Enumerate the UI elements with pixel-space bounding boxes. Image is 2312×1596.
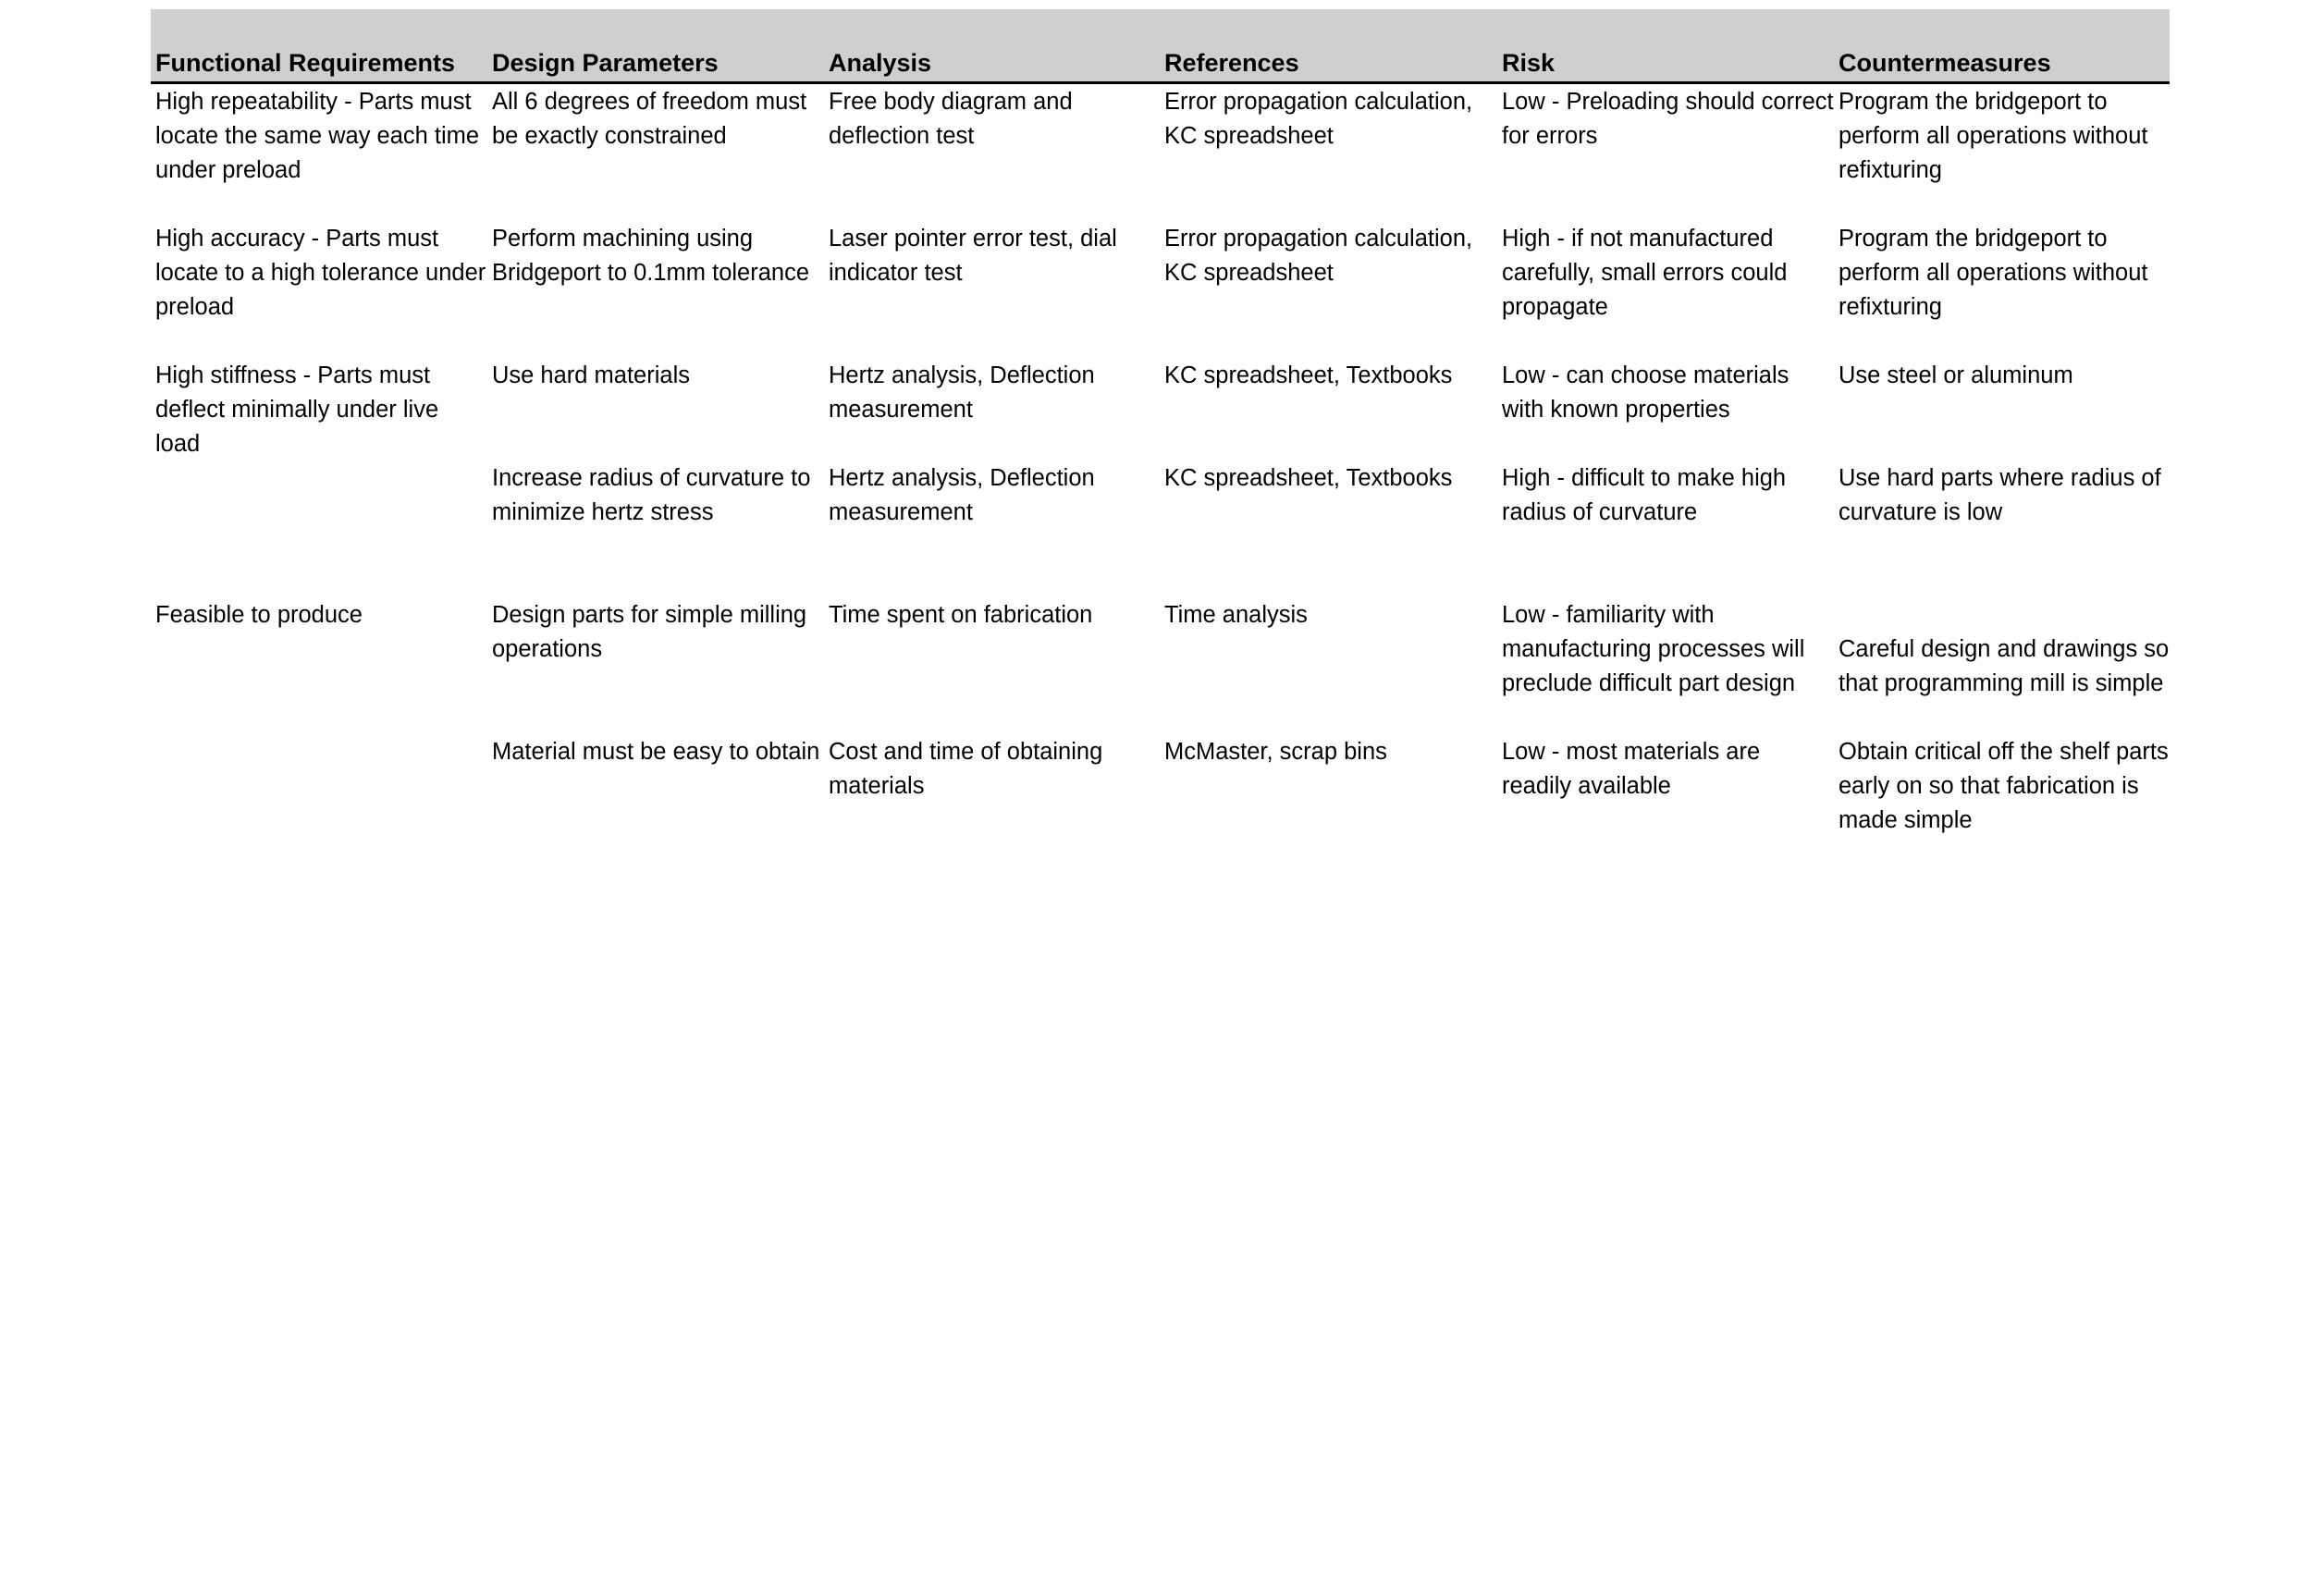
cell-countermeasures: Use steel or aluminum (1839, 362, 2073, 388)
cell-references: KC spreadsheet, Textbooks (1164, 362, 1453, 388)
cell-design-parameter: Material must be easy to obtain (492, 739, 820, 765)
cell-countermeasures: Use hard parts where radius of curvature is low (1839, 465, 2161, 525)
cell-countermeasures: Careful design and drawings so that programming mill is simple (1839, 636, 2170, 696)
cell-risk: Low - most materials are readily available (1502, 739, 1761, 799)
cell-references: KC spreadsheet, Textbooks (1164, 465, 1453, 491)
cell-references: Error propagation calculation, KC spreadsheet (1164, 226, 1473, 286)
cell-countermeasures: Program the bridgeport to perform all operations without refixturing (1839, 89, 2148, 183)
header-analysis: Analysis (829, 49, 932, 77)
cell-risk: High - if not manufactured carefully, small errors could propagate (1502, 226, 1788, 320)
cell-analysis: Hertz analysis, Deflection measurement (829, 465, 1095, 525)
cell-countermeasures: Program the bridgeport to perform all operations without refixturing (1839, 226, 2148, 320)
header-risk: Risk (1502, 49, 1556, 77)
cell-references: McMaster, scrap bins (1164, 739, 1387, 765)
cell-analysis: Cost and time of obtaining materials (829, 739, 1103, 799)
cell-design-parameter: All 6 degrees of freedom must be exactly constrained (492, 89, 807, 149)
cell-analysis: Free body diagram and deflection test (829, 89, 1073, 149)
cell-risk: High - difficult to make high radius of curvature (1502, 465, 1787, 525)
cell-references: Time analysis (1164, 602, 1308, 628)
cell-countermeasures: Obtain critical off the shelf parts early on so that fabrication is made simple (1839, 739, 2169, 833)
cell-design-parameter: Perform machining using Bridgeport to 0.1mm tolerance (492, 226, 810, 286)
header-design-parameters: Design Parameters (492, 49, 719, 77)
cell-design-parameter: Design parts for simple milling operations (492, 602, 807, 662)
header-references: References (1164, 49, 1299, 77)
table-header-row (151, 9, 2170, 84)
cell-functional-requirement: Feasible to produce (155, 602, 363, 628)
header-countermeasures: Countermeasures (1839, 49, 2051, 77)
cell-functional-requirement: High repeatability - Parts must locate the same way each time under preload (155, 89, 480, 183)
cell-risk: Low - can choose materials with known properties (1502, 362, 1789, 423)
cell-design-parameter: Use hard materials (492, 362, 690, 388)
header-functional-requirements: Functional Requirements (155, 49, 456, 77)
cell-analysis: Laser pointer error test, dial indicator test (829, 226, 1117, 286)
cell-risk: Low - familiarity with manufacturing processes will preclude difficult part design (1502, 602, 1805, 696)
cell-references: Error propagation calculation, KC spreadsheet (1164, 89, 1473, 149)
cell-design-parameter: Increase radius of curvature to minimize hertz stress (492, 465, 811, 525)
cell-functional-requirement: High stiffness - Parts must deflect minimally under live load (155, 362, 439, 457)
cell-analysis: Hertz analysis, Deflection measurement (829, 362, 1095, 423)
cell-functional-requirement: High accuracy - Parts must locate to a high tolerance under preload (155, 226, 486, 320)
cell-analysis: Time spent on fabrication (829, 602, 1093, 628)
cell-risk: Low - Preloading should correct for errors (1502, 89, 1834, 149)
